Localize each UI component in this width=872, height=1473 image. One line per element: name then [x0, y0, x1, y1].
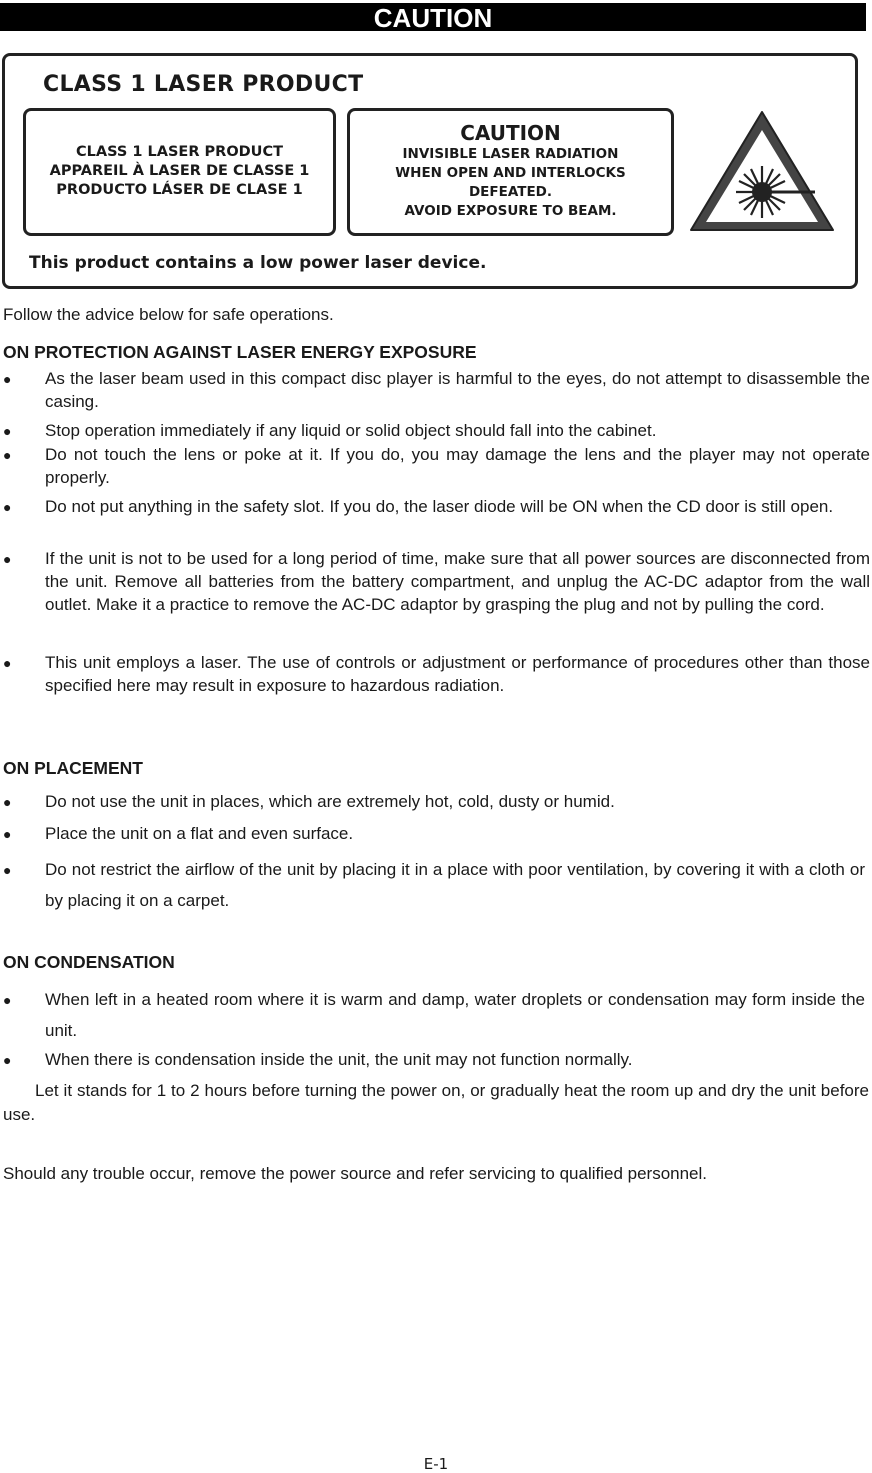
bullet-icon: ● — [3, 423, 12, 439]
bullet-icon: ● — [3, 794, 12, 810]
bullet-icon: ● — [3, 992, 12, 1008]
list-item-text: Do not put anything in the safety slot. If you do, the laser diode will be ON when the CD door is still open. — [45, 497, 834, 516]
class1-label-box — [23, 108, 336, 236]
bullet-icon: ● — [3, 499, 12, 515]
list-item-text: Do not restrict the airflow of the unit by placing it in a place with poor ventilation, by covering it with a cloth or by placing it on a carpet. — [45, 860, 865, 910]
page-number: E-1 — [423, 1455, 449, 1473]
laser-label-title: CLASS 1 LASER PRODUCT — [43, 72, 364, 97]
list-item-text: As the laser beam used in this compact disc player is harmful to the eyes, do not attempt to disassemble the casing. — [45, 369, 870, 411]
list-item-text: Place the unit on a flat and even surface. — [45, 824, 354, 843]
bullet-icon: ● — [3, 862, 12, 878]
list-item — [0, 651, 870, 697]
list-item-text: Do not use the unit in places, which are extremely hot, cold, dusty or humid. — [45, 792, 615, 811]
list-item-text: This unit employs a laser. The use of controls or adjustment or performance of procedures other than those specified here may result in exposure to hazardous radiation. — [45, 653, 870, 695]
laser-label-footer: This product contains a low power laser device. — [29, 253, 487, 273]
list-item — [0, 547, 870, 616]
list-item — [0, 495, 870, 518]
caution-label-box — [347, 108, 674, 236]
caution-label-line: INVISIBLE LASER RADIATION — [402, 146, 619, 162]
caution-label-line: AVOID EXPOSURE TO BEAM. — [404, 203, 617, 219]
caution-label-line: DEFEATED. — [468, 184, 553, 200]
bullet-icon: ● — [3, 655, 12, 671]
list-item-text: If the unit is not to be used for a long period of time, make sure that all power sources are disconnected from the unit. Remove all batteries from the battery compartment, and unplug the AC-DC adaptor from the wall outlet. Make it a practice to remove the AC-DC adaptor by grasping the plug and not by pulling the cord. — [45, 549, 870, 614]
list-item-text: Do not touch the lens or poke at it. If you do, you may damage the lens and the player may not operate properly. — [45, 445, 870, 487]
list-item-text: When there is condensation inside the unit, the unit may not function normally. — [45, 1050, 633, 1069]
heading-placement: ON PLACEMENT — [3, 758, 143, 778]
list-item — [0, 419, 870, 442]
condensation-note: Let it stands for 1 to 2 hours before turning the power on, or gradually heat the room up and dry the unit before use. — [3, 1081, 869, 1124]
list-item — [0, 822, 870, 845]
bullet-icon: ● — [3, 551, 12, 567]
list-item-text: Stop operation immediately if any liquid or solid object should fall into the cabinet. — [45, 421, 657, 440]
bullet-icon: ● — [3, 1052, 12, 1068]
list-item-text: When left in a heated room where it is warm and damp, water droplets or condensation may form inside the unit. — [45, 990, 865, 1040]
heading-condensation: ON CONDENSATION — [3, 952, 175, 972]
list-item — [0, 854, 870, 916]
list-item — [0, 1048, 870, 1071]
caution-header: CAUTION — [0, 3, 866, 31]
laser-warning-icon — [687, 108, 837, 234]
list-item — [0, 790, 870, 813]
caution-label-line: WHEN OPEN AND INTERLOCKS — [395, 165, 626, 181]
bullet-icon: ● — [3, 447, 12, 463]
list-item — [0, 443, 870, 489]
bullet-icon: ● — [3, 371, 12, 387]
class1-label-line: CLASS 1 LASER PRODUCT — [75, 144, 283, 160]
laser-product-label — [2, 53, 858, 289]
list-item — [0, 367, 870, 413]
class1-label-line: PRODUCTO LÁSER DE CLASE 1 — [56, 182, 303, 198]
heading-laser-protection: ON PROTECTION AGAINST LASER ENERGY EXPOSURE — [3, 342, 477, 362]
closing-text: Should any trouble occur, remove the power source and refer servicing to qualified personnel. — [3, 1164, 708, 1183]
class1-label-line: APPAREIL À LASER DE CLASSE 1 — [49, 163, 310, 179]
caution-label-title: CAUTION — [460, 121, 561, 145]
bullet-icon: ● — [3, 826, 12, 842]
list-item — [0, 984, 870, 1046]
intro-text: Follow the advice below for safe operations. — [3, 305, 334, 324]
